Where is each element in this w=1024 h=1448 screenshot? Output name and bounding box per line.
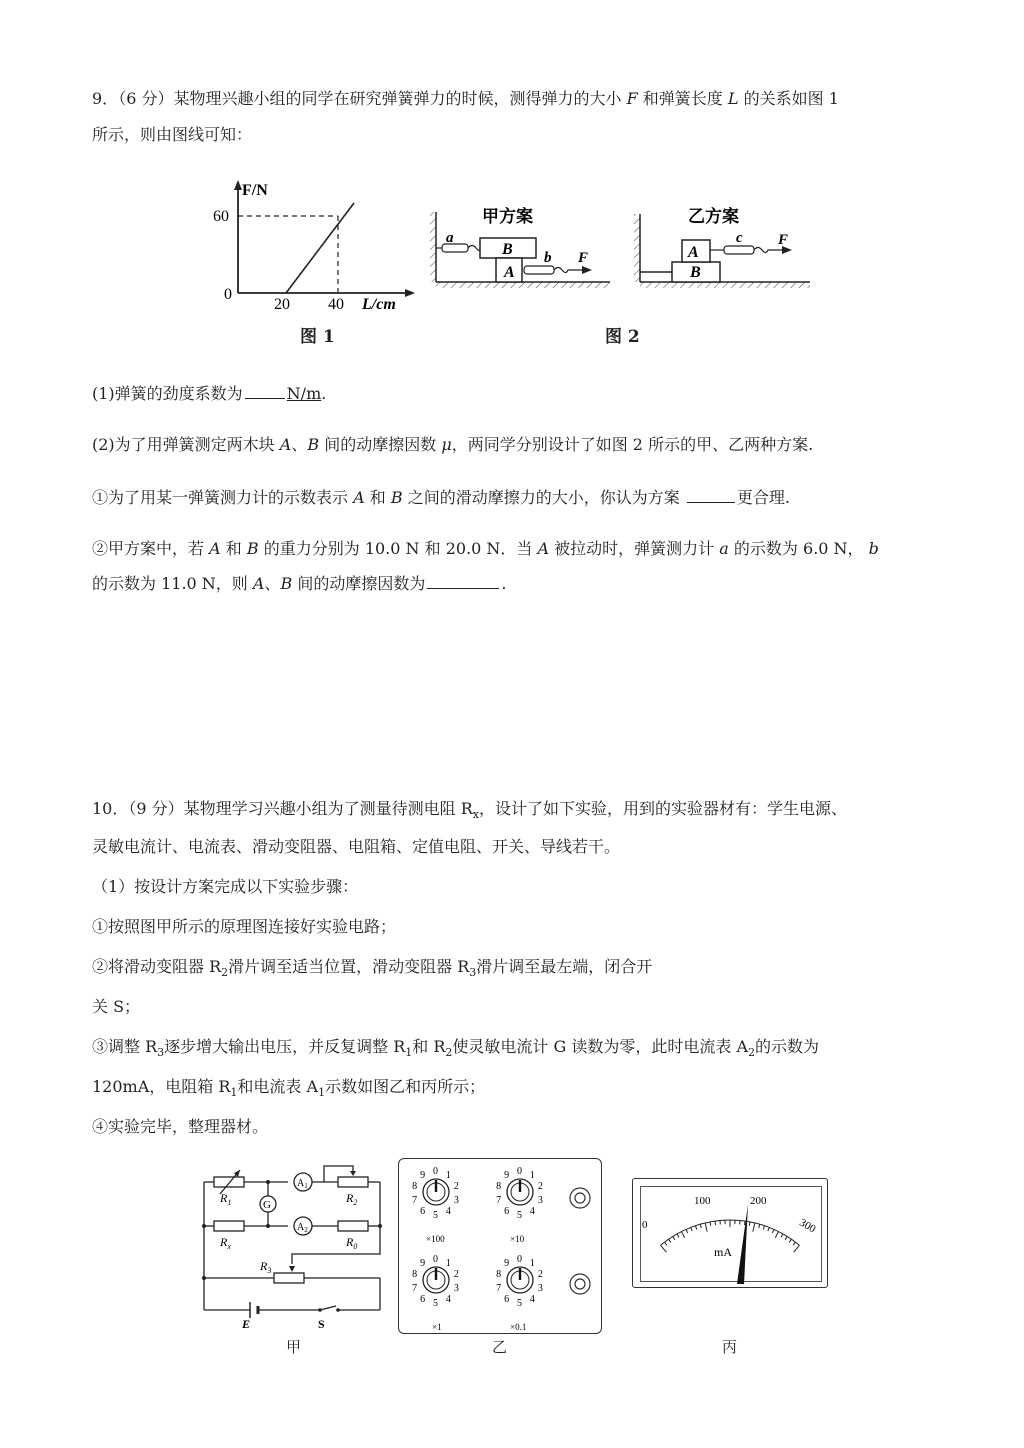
dial-mult-1: ×1 (432, 1322, 442, 1332)
jia-title: 甲方案 (482, 207, 533, 226)
dial-mult-10: ×10 (510, 1234, 525, 1244)
jia-label-a: a (446, 230, 454, 246)
ammeter-tick-0: 0 (642, 1219, 648, 1231)
dial-digit: 4 (529, 1205, 535, 1217)
dial-digit: 1 (529, 1170, 535, 1182)
dial-digit: 1 (445, 1258, 451, 1270)
resistance-box-dials (398, 1158, 602, 1334)
q10-step-2: ②将滑动变阻器 $R_2$滑片调至适当位置，滑动变阻器 $R_3$滑片调至最左端，闭合开 (92, 957, 653, 980)
jia-label-b: b (544, 250, 552, 266)
jia-A1: $A_1$ (297, 1178, 308, 1190)
q10-line-1: 10．（9 分）某物理学习兴趣小组为了测量待测电阻 $R_x$，设计了如下实验，用到的实验器材有：学生电源、 (92, 799, 847, 822)
ammeter-tick (785, 1236, 787, 1239)
jia-label-B: B (502, 241, 513, 258)
jia-R3: $R_3$ (260, 1259, 272, 1275)
jia-A2: $A_2$ (297, 1222, 308, 1234)
q10-step-4: ④实验完毕，整理器材。 (92, 1117, 269, 1136)
figure-1-graph (210, 175, 420, 320)
ammeter-tick (794, 1245, 800, 1252)
dial-digit: 5 (433, 1298, 438, 1309)
jia-R2: $R_2$ (346, 1191, 358, 1207)
fig1-origin: 0 (224, 286, 232, 303)
circuit-diagram-jia (200, 1160, 390, 1331)
ammeter-tick (710, 1222, 711, 1226)
dial-mult-0.1: ×0.1 (510, 1322, 527, 1332)
ammeter-tick (772, 1229, 774, 1233)
dial-digit: 3 (453, 1282, 459, 1294)
dial-digit: 2 (453, 1181, 459, 1193)
dial-digit: 7 (496, 1282, 502, 1294)
ammeter-tick (677, 1234, 679, 1237)
jia-R1: $R_1$ (220, 1191, 232, 1207)
dial-digit: 2 (537, 1181, 543, 1193)
ammeter-tick (661, 1245, 667, 1252)
dial-digit: 5 (517, 1210, 522, 1221)
ammeter-tick (695, 1226, 696, 1230)
dial-digit: 8 (412, 1181, 418, 1193)
ammeter-tick (759, 1224, 760, 1228)
ammeter-tick-200: 200 (750, 1195, 767, 1207)
ammeter-tick (673, 1236, 675, 1239)
dial-digit: 8 (496, 1181, 502, 1193)
dial-digit: 6 (420, 1205, 426, 1217)
ammeter-tick (789, 1239, 791, 1242)
ammeter-tick (715, 1221, 716, 1225)
ammeter-tick (686, 1229, 688, 1233)
q9-line-2: 所示，则由图线可知： (92, 125, 253, 144)
dial-digit: 9 (504, 1170, 510, 1182)
jia-label-F: F (578, 250, 589, 266)
dial-digit: 3 (537, 1194, 543, 1206)
ammeter-tick (744, 1221, 745, 1225)
dial-digit: 6 (504, 1293, 510, 1305)
ammeter-tick-300: 300 (797, 1216, 818, 1236)
ammeter-tick (749, 1222, 750, 1226)
dial-digit: 7 (412, 1282, 418, 1294)
jia-G: G (263, 1199, 271, 1211)
yi-label-B: B (690, 264, 701, 281)
jia-S: S (318, 1317, 325, 1331)
ammeter-tick (669, 1239, 671, 1242)
dial-digit: 8 (412, 1269, 418, 1281)
ammeter-unit: mA (714, 1245, 732, 1259)
jia-E: E (242, 1317, 251, 1331)
ammeter-tick (793, 1242, 795, 1245)
fig1-x-tick-40: 40 (328, 296, 344, 313)
dial-digit: 2 (537, 1269, 543, 1281)
fig2-caption: 图 2 (605, 327, 640, 347)
dial-digit: 8 (496, 1269, 502, 1281)
ammeter-tick (781, 1234, 783, 1237)
yi-caption: 乙 (492, 1338, 508, 1356)
q9-part-2: (2)为了用弹簧测定两木块 A、B 间的动摩擦因数 μ，两同学分别设计了如图 2 所示的甲、乙两种方案. (92, 435, 814, 454)
q10-step-3-cont: 120mA，电阻箱 $R_1$和电流表 $A_1$示数如图乙和丙所示； (92, 1077, 486, 1100)
q9-part-2-1: ①为了用某一弹簧测力计的示数表示 A 和 B 之间的滑动摩擦力的大小，你认为方案 更合理. (92, 488, 790, 507)
dial-digit: 5 (517, 1298, 522, 1309)
dial-digit: 1 (445, 1170, 451, 1182)
q9-part-2-2: ②甲方案中，若 A 和 B 的重力分别为 10.0 N 和 20.0 N．当 A 被拉动时，弹簧测力计 a 的示数为 6.0 N， b (92, 539, 879, 558)
ammeter-tick-100: 100 (694, 1195, 711, 1207)
q10-line-3: （1）按设计方案完成以下实验步骤： (92, 877, 359, 896)
ammeter-tick (753, 1223, 755, 1232)
ammeter-needle (737, 1204, 748, 1284)
jia-R0: $R_0$ (346, 1235, 358, 1251)
ammeter-tick (700, 1224, 701, 1228)
q10-step-1: ①按照图甲所示的原理图连接好实验电路； (92, 917, 397, 936)
ammeter-tick (705, 1223, 707, 1232)
q9-line-1: 9．（6 分）某物理兴趣小组的同学在研究弹簧弹力的时候，测得弹力的大小 F 和弹簧长度 L 的关系如图 1 (92, 89, 839, 108)
ammeter-scale (632, 1178, 828, 1288)
dial-digit: 1 (529, 1258, 535, 1270)
ammeter-tick (665, 1242, 667, 1245)
dial-digit: 3 (453, 1194, 459, 1206)
jia-caption: 甲 (286, 1338, 302, 1356)
ammeter-tick (691, 1227, 692, 1231)
figure-2-setup (420, 200, 820, 300)
ammeter-tick (768, 1227, 769, 1231)
fig1-caption: 图 1 (300, 327, 335, 347)
q10-line-2: 灵敏电流计、电流表、滑动变阻器、电阻箱、定值电阻、开关、导线若干。 (92, 837, 621, 856)
dial-mult-100: ×100 (426, 1234, 445, 1244)
q9-part-2-2-cont: 的示数为 11.0 N，则 A、B 间的动摩擦因数为 . (92, 574, 507, 593)
fig1-x-tick-20: 20 (274, 296, 290, 313)
ammeter-tick (682, 1231, 685, 1237)
ammeter-tick (775, 1231, 778, 1237)
dial-digit: 9 (420, 1258, 426, 1270)
dial-digit: 7 (412, 1194, 418, 1206)
yi-label-F: F (778, 232, 789, 248)
fig1-y-tick-60: 60 (213, 208, 229, 225)
dial-digit: 4 (529, 1293, 535, 1305)
dial-digit: 9 (504, 1258, 510, 1270)
yi-label-c: c (736, 230, 743, 246)
dial-digit: 2 (453, 1269, 459, 1281)
dial-digit: 9 (420, 1170, 426, 1182)
dial-digit: 6 (420, 1293, 426, 1305)
dial-digit: 4 (445, 1205, 451, 1217)
fig1-y-label: F/N (242, 182, 268, 199)
fig1-x-label: L/cm (362, 296, 396, 313)
dial-digit: 4 (445, 1293, 451, 1305)
dial-digit: 3 (537, 1282, 543, 1294)
dial-digit: 0 (433, 1254, 438, 1265)
dial-digit: 7 (496, 1194, 502, 1206)
ammeter-tick (763, 1226, 764, 1230)
yi-title: 乙方案 (688, 207, 739, 226)
dial-digit: 0 (433, 1166, 438, 1177)
q10-step-2-cont: 关 S； (92, 997, 141, 1016)
q10-step-3: ③调整 $R_3$逐步增大输出电压，并反复调整 $R_1$和 $R_2$使灵敏电流计 G 读数为零，此时电流表 $A_2$的示数为 (92, 1037, 820, 1060)
dial-digit: 5 (433, 1210, 438, 1221)
yi-label-A: A (688, 244, 699, 261)
bing-caption: 丙 (722, 1338, 738, 1356)
jia-Rx: $R_x$ (220, 1235, 231, 1251)
q9-part-1: (1)弹簧的劲度系数为 N/m. (92, 384, 327, 403)
jia-label-A: A (504, 264, 515, 281)
dial-digit: 6 (504, 1205, 510, 1217)
dial-digit: 0 (517, 1166, 522, 1177)
dial-digit: 0 (517, 1254, 522, 1265)
